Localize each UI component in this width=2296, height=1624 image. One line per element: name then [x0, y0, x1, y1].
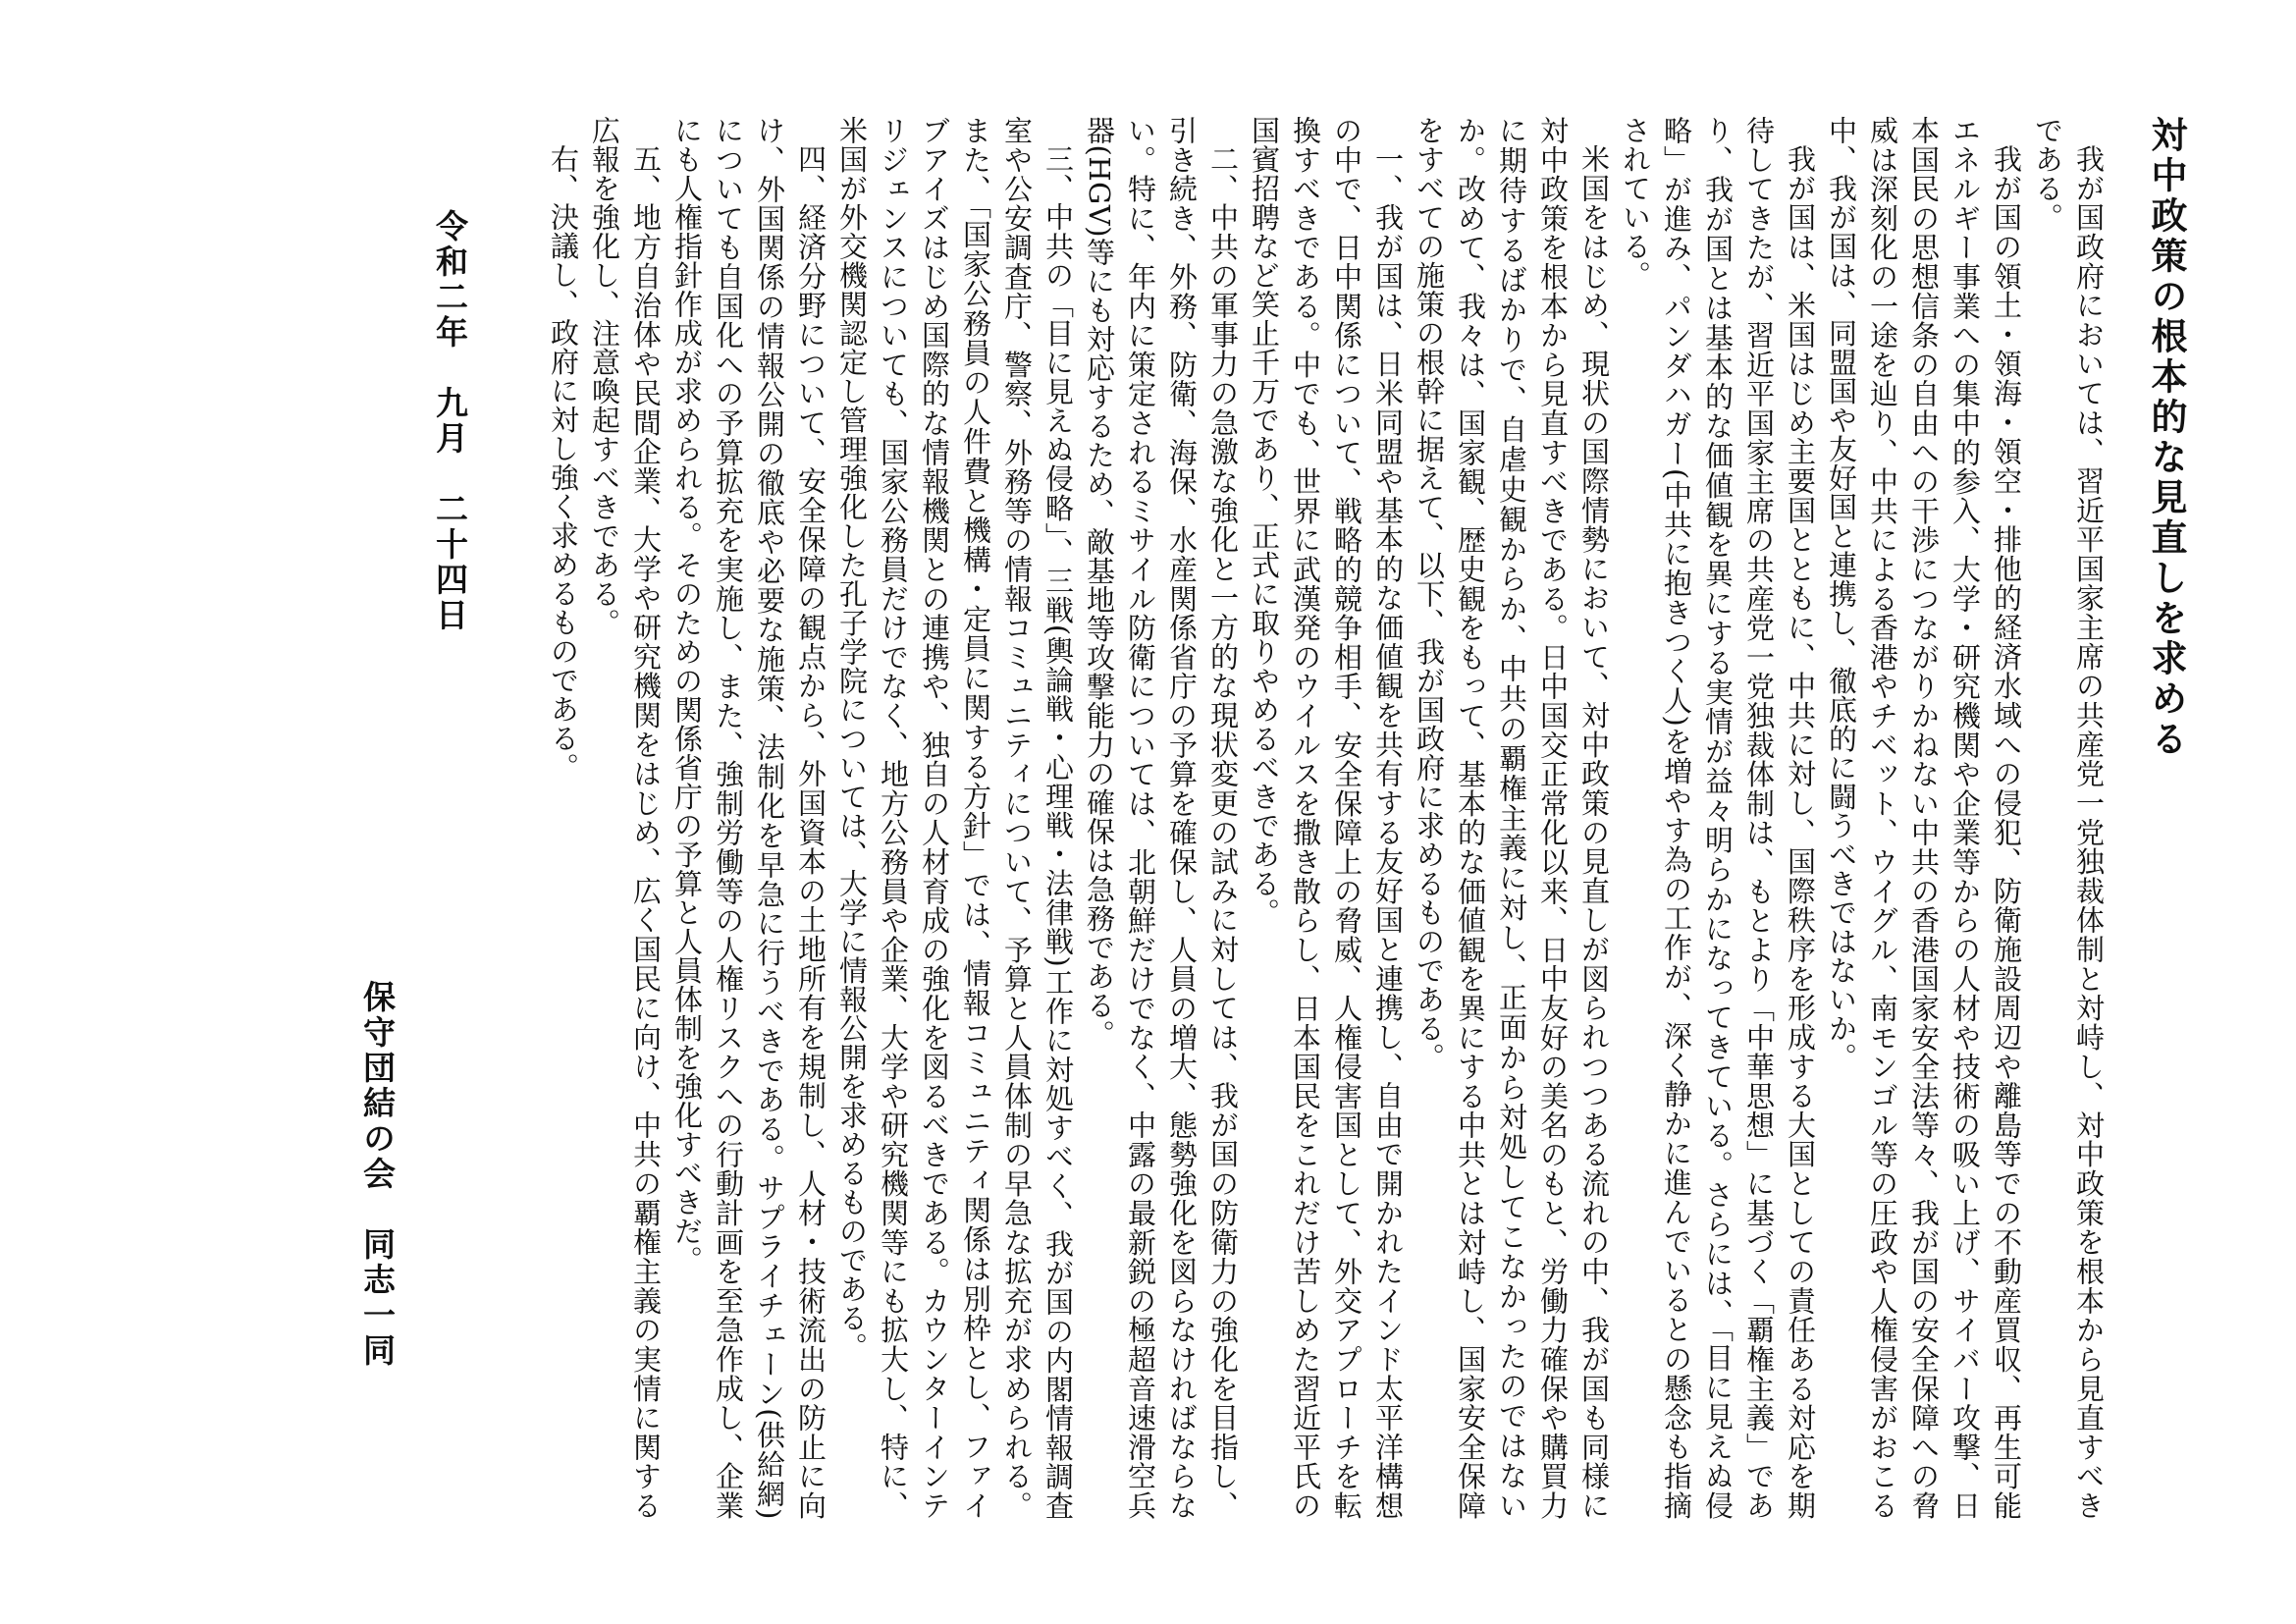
- paragraph-threats: 我が国の領土・領海・領空・排他的経済水域への侵犯、防衛施設周辺や離島等での不動産買収、再生可能エネルギー事業への集中的参入、大学・研究機関や企業等からの人材や技術の吸い上げ、サイバー攻撃、日本国民の思想信条の自由への干渉につながりかねない中共の香港国家安全法等々、我が国の安全保障への脅威は深刻化の一途を辿り、中共による香港やチベット、ウイグル、南モンゴル等の圧政や人権侵害がおこる中、我が国は、同盟国や友好国と連携し、徹底的に闘うべきではないか。: [1825, 116, 2023, 1521]
- item-2-defense: 二、中共の軍事力の急激な強化と一方的な現状変更の試みに対しては、我が国の防衛力の強化を目指し、引き続き、外務、防衛、海保、水産関係省庁の予算を確保し、人員の増大、態勢強化を図らなければならない。特に、年内に策定されるミサイル防衛については、北朝鮮だけでなく、中露の最新鋭の極超音速滑空兵器(HGV)等にも対応するため、敵基地等攻撃能力の確保は急務である。: [1083, 116, 1240, 1520]
- resolution-document: [93, 116, 2194, 1530]
- document-signatory: 保守団結の会 同志一同: [358, 980, 397, 1369]
- paragraph-hegemony: 我が国は、米国はじめ主要国とともに、中共に対し、国際秩序を形成する大国としての責任ある対応を期待してきたが、習近平国家主席の共産党一党独裁体制は、もとより「中華思想」に基づく「覇権主義」であり、我が国とは基本的な価値観を異にする実情が益々明らかになってきている。さらには、「目に見えぬ侵略」が進み、パンダハガー(中共に抱きつく人)を増やす為の工作が、深く静かに進んでいるとの懸念も指摘されている。: [1619, 116, 1817, 1520]
- paragraph-review: 米国をはじめ、現状の国際情勢において、対中政策の見直しが図られつつある流れの中、我が国も同様に対中政策を根本から見直すべきである。日中国交正常化以来、日中友好の美名のもと、労働力確保や購買力に期待するばかりで、自虐史観からか、中共の覇権主義に対し、正面から対処してこなかったのではないか。改めて、我々は、国家観、歴史観をもって、基本的な価値観を異にする中共とは対峙し、国家安全保障をすべての施策の根幹に据えて、以下、我が国政府に求めるものである。: [1413, 116, 1611, 1521]
- paragraph-intro: 我が国政府においては、習近平国家主席の共産党一党独裁体制と対峙し、対中政策を根本から見直すべきである。: [2031, 116, 2106, 1520]
- document-body: [543, 116, 2109, 1520]
- item-4-economy: 四、経済分野について、安全保障の観点から、外国資本の土地所有を規制し、人材・技術流出の防止に向け、外国関係の情報公開の徹底や必要な施策、法制化を早急に行うべきである。サプライチェーン(供給網)についても自国化への予算拡充を実施し、また、強制労働等の人権リスクへの行動計画を至急作成し、企業にも人権指針作成が求められる。そのための関係省庁の予算と人員体制を強化すべきだ。: [670, 116, 828, 1520]
- document-title: 対中政策の根本的な見直しを求める: [2145, 116, 2188, 760]
- document-date: 令和二年 九月 二十四日: [431, 209, 469, 633]
- paragraph-resolution: 右、決議し、政府に対し強く求めるものである。: [547, 144, 580, 782]
- item-5-publicity: 五、地方自治体や民間企業、大学や研究機関をはじめ、広く国民に向け、中共の覇権主義の実情に関する広報を強化し、注意喚起すべきである。: [588, 116, 663, 1520]
- item-3-intelligence: 三、中共の「目に見えぬ侵略」、三戦(輿論戦・心理戦・法律戦)工作に対処すべく、我が国の内閣情報調査室や公安調査庁、警察、外務等の情報コミュニティについて、予算と人員体制の早急な拡充が求められる。また、「国家公務員の人件費と機構・定員に関する方針」では、情報コミュニティ関係は別枠とし、ファイブアイズはじめ国際的な情報機関との連携や、独自の人材育成の強化を図るべきである。カウンターインテリジェンスについても、国家公務員だけでなく、地方公務員や企業、大学や研究機関等にも拡大し、特に、米国が外交機関認定し管理強化した孔子学院については、大学に情報公開を求めるものである。: [835, 116, 1075, 1520]
- item-1-diplomacy: 一、我が国は、日米同盟や基本的な価値観を共有する友好国と連携し、自由で開かれたインド太平洋構想の中で、日中関係について、戦略的競争相手、安全保障上の脅威、人権侵害国として、外交アプローチを転換すべきである。中でも、世界に武漢発のウイルスを撒き散らし、日本国民をこれだけ苦しめた習近平氏の国賓招聘など笑止千万であり、正式に取りやめるべきである。: [1248, 116, 1405, 1520]
